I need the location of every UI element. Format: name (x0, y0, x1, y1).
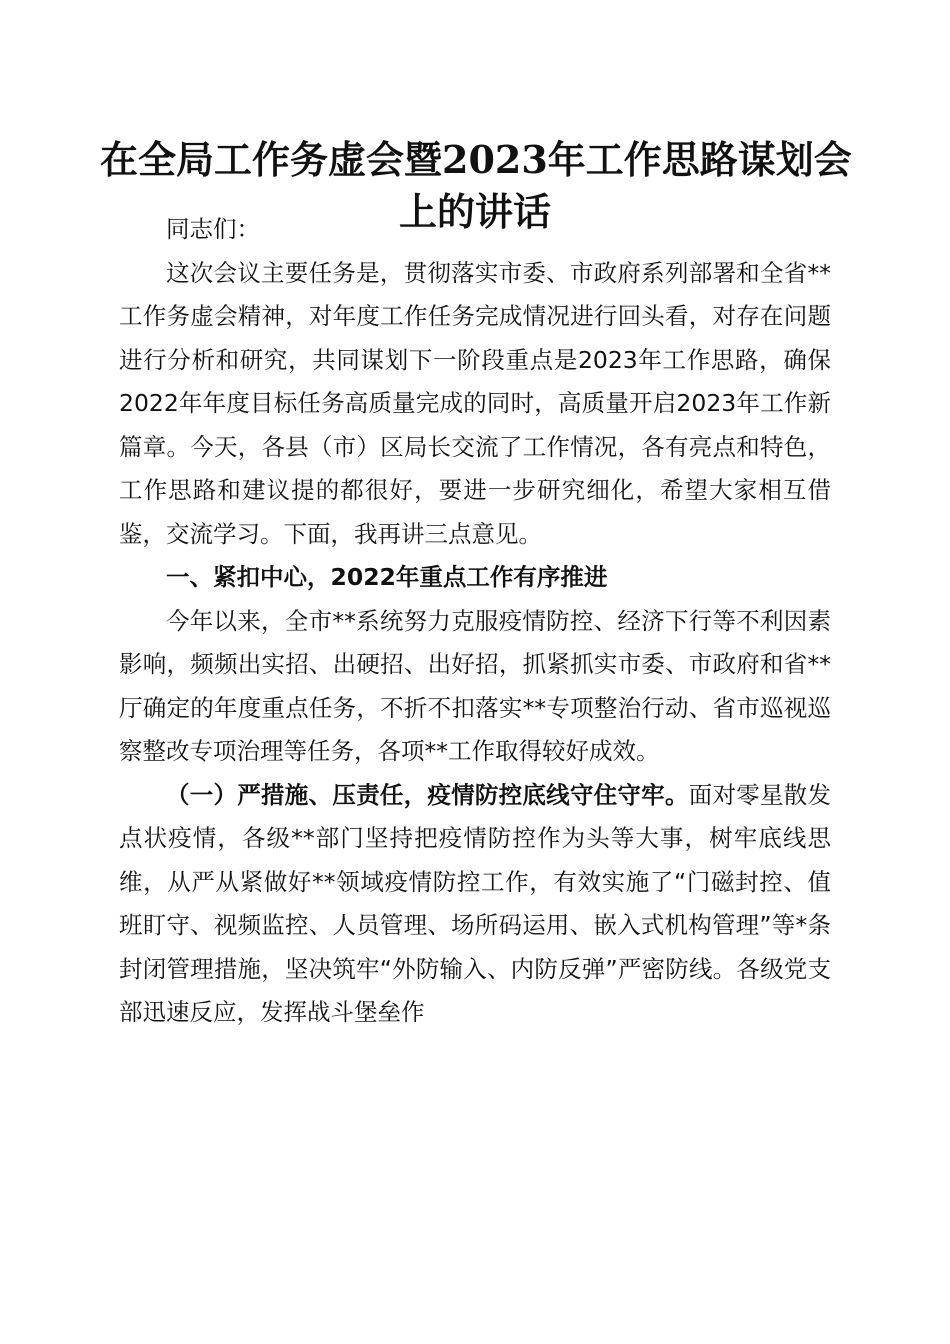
greeting: 同志们： (166, 215, 260, 243)
paragraph-epidemic-control (119, 774, 831, 1035)
paragraph-overview: 今年以来，全市**系统努力克服疫情防控、经济下行等不利因素影响，频频出实招、出硬招、出好招，抓紧抓实市委、市政府和省**厅确定的年度重点任务，不折不扣落实**专项整治行动、省市巡视巡察整改专项治理等任务，各项**工作取得较好成效。 (119, 606, 831, 765)
paragraph-intro: 这次会议主要任务是，贯彻落实市委、市政府系列部署和全省**工作务虚会精神，对年度工作任务完成情况进行回头看，对存在问题进行分析和研究，共同谋划下一阶段重点是2023年工作思路，确保2022年年度目标任务高质量完成的同时，高质量开启2023年工作新篇章。今天，各县（市）区局长交流了工作情况，各有亮点和特色，工作思路和建议提的都很好，要进一步研究细化，希望大家相互借鉴，交流学习。下面，我再讲三点意见。 (119, 258, 831, 548)
paragraph-epidemic-text: 面对零星散发点状疫情，各级**部门坚持把疫情防控作为头等大事，树牢底线思维，从严从紧做好**领域疫情防控工作，有效实施了“门磁封控、值班盯守、视频监控、人员管理、场所码运用、嵌入式机构管理”等*条封闭管理措施，坚决筑牢“外防输入、内防反弹”严密防线。各级党支部迅速反应，发挥战斗堡垒作 (119, 780, 831, 1026)
document-body (119, 208, 831, 1035)
subheading-1: （一）严措施、压责任，疫情防控底线守住守牢。 (166, 780, 689, 809)
title-line-2: 上的讲话 (398, 189, 551, 234)
section-heading-1: 一、紧扣中心，2022年重点工作有序推进 (166, 563, 608, 591)
title-line-1: 在全局工作务虚会暨2023年工作思路谋划会 (100, 137, 852, 182)
